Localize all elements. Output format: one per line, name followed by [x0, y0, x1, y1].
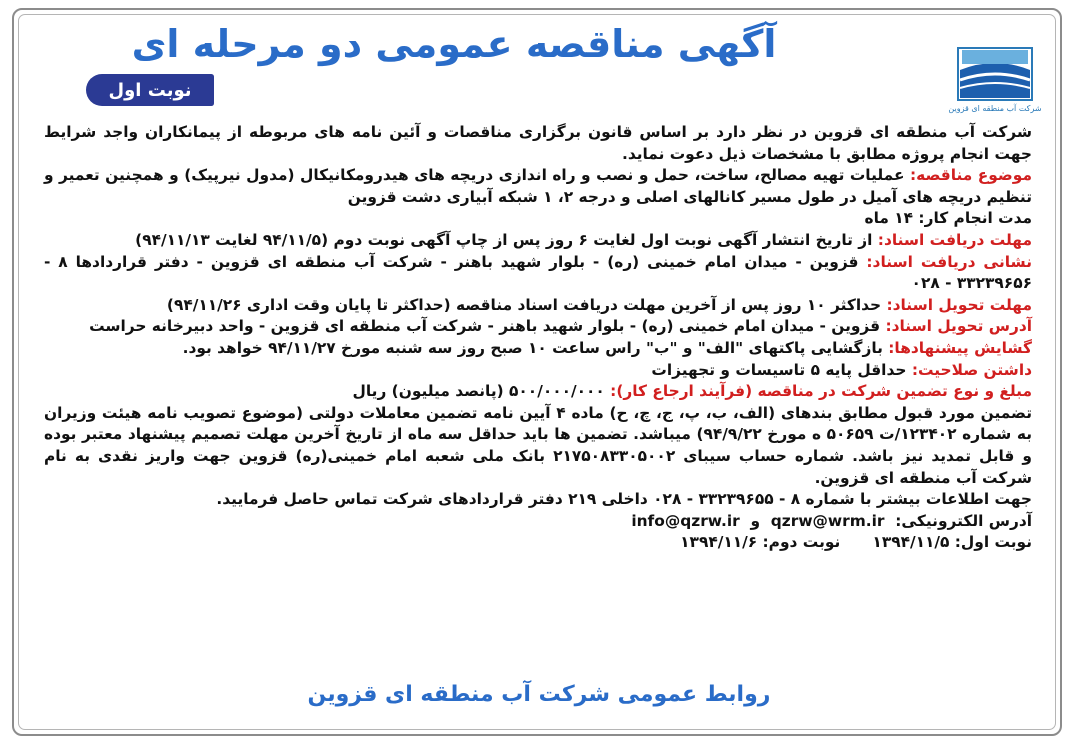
subject-text: عملیات تهیه مصالح، ساخت، حمل و نصب و راه اندازی دریچه های هیدرومکانیکال (مدول نیرپیک) و همچنین تعمیر و تنظیم دریچه های آمیل در طول مسیر کانالهای اصلی و درجه ۲، ۱ شبکه آبیاری دشت قزوین — [44, 166, 1032, 206]
email-link-1[interactable]: qzrw@wrm.ir — [770, 511, 885, 530]
duration-line: مدت انجام کار: ۱۴ ماه — [864, 209, 1032, 228]
opening-text: بازگشایی پاکتهای "الف" و "ب" راس ساعت ۱۰ صبح روز سه شنبه مورخ ۹۴/۱۱/۲۷ خواهد بود. — [182, 338, 883, 357]
address-delivery-label: آدرس تحویل اسناد: — [885, 317, 1032, 336]
opening-line — [44, 338, 1032, 360]
subject-label: موضوع مناقصه: — [909, 166, 1032, 185]
intro-paragraph: شرکت آب منطقه ای قزوین در نظر دارد بر اساس قانون برگزاری مناقصات و آئین نامه های مربوطه از پیمانکاران واجد شرایط جهت انجام پروژه مطابق با مشخصات ذیل دعوت نماید. — [44, 123, 1032, 163]
guarantee-line — [44, 381, 1032, 403]
company-logo — [936, 20, 1054, 120]
email-label: آدرس الکترونیکی: — [895, 511, 1032, 530]
deadline-line — [44, 230, 1032, 252]
advertisement-frame — [12, 8, 1062, 736]
subject-paragraph — [44, 165, 1032, 208]
email-link-2[interactable]: info@qzrw.ir — [631, 511, 740, 530]
qualification-text: حداقل پایه ۵ تاسیسات و تجهیزات — [651, 360, 907, 379]
guarantee-text: ۵۰۰/۰۰۰/۰۰۰ (پانصد میلیون) ریال — [352, 382, 605, 401]
guarantee-label: مبلغ و نوع تضمین شرکت در مناقصه (فرآیند ارجاع کار): — [610, 382, 1032, 401]
qualification-label: داشتن صلاحیت: — [911, 360, 1032, 379]
address-get-line — [44, 252, 1032, 295]
qualification-line — [44, 360, 1032, 382]
info-line: جهت اطلاعات بیشتر با شماره ۸ - ۳۳۲۳۹۶۵۵ - ۰۲۸ داخلی ۲۱۹ دفتر قراردادهای شرکت تماس حاصل فرمایید. — [216, 490, 1032, 509]
dates-line: نوبت اول: ۱۳۹۴/۱۱/۵ نوبت دوم: ۱۳۹۴/۱۱/۶ — [680, 533, 1032, 552]
deadline-label: مهلت دریافت اسناد: — [877, 230, 1032, 249]
round-badge: نوبت اول — [86, 74, 214, 106]
email-and: و — [750, 511, 761, 530]
deadline-text: از تاریخ انتشار آگهی نوبت اول لغایت ۶ روز پس از چاپ آگهی نوبت دوم (۹۴/۱۱/۵ لغایت ۹۴/۱۱/۱۳) — [135, 230, 873, 249]
delivery-line — [44, 295, 1032, 317]
email-line — [44, 511, 1032, 533]
delivery-text: حداکثر ۱۰ روز پس از آخرین مهلت دریافت اسناد مناقصه (حداکثر تا پایان وقت اداری ۹۴/۱۱/۲۶) — [166, 295, 882, 314]
address-get-text: قزوین - میدان امام خمینی (ره) - بلوار شهید باهنر - شرکت آب منطقه ای قزوین - دفتر قراردادها ۸ - ۳۳۲۳۹۶۵۶ - ۰۲۸ — [44, 252, 1032, 293]
notice-body — [44, 122, 1032, 554]
delivery-label: مهلت تحویل اسناد: — [886, 295, 1032, 314]
guarantee-detail: تضمین مورد قبول مطابق بندهای (الف، ب، پ، ج، چ، ح) ماده ۴ آیین نامه تضمین معاملات دولتی (موضوع تصویب نامه هیئت وزیران به شماره ۱۲۳۴۰۲/ت ۵۰۶۵۹ ه مورخ ۹۴/۹/۲۲) میباشد. تضمین ها باید حداقل سه ماه از تاریخ آخرین مهلت تصمیم پیشنهاد معتبر بوده و قابل تمدید نیز باشد. شماره حساب سیبای ۲۱۷۵۰۸۳۳۰۵۰۰۲ بانک ملی شعبه امام خمینی(ره) قزوین جهت واریز نقدی به نام شرکت آب منطقه ای قزوین. — [44, 403, 1032, 487]
address-delivery-text: قزوین - میدان امام خمینی (ره) - بلوار شهید باهنر - شرکت آب منطقه ای قزوین - واحد دبیرخانه حراست — [89, 317, 881, 336]
address-delivery-line — [44, 316, 1032, 338]
address-get-label: نشانی دریافت اسناد: — [866, 252, 1032, 271]
logo-caption: شرکت آب منطقه ای قزوین — [948, 104, 1042, 113]
footer-signature: روابط عمومی شرکت آب منطقه ای قزوین — [307, 682, 771, 707]
page-title: آگهی مناقصه عمومی دو مرحله ای — [131, 22, 777, 66]
opening-label: گشایش پیشنهادها: — [888, 338, 1032, 357]
